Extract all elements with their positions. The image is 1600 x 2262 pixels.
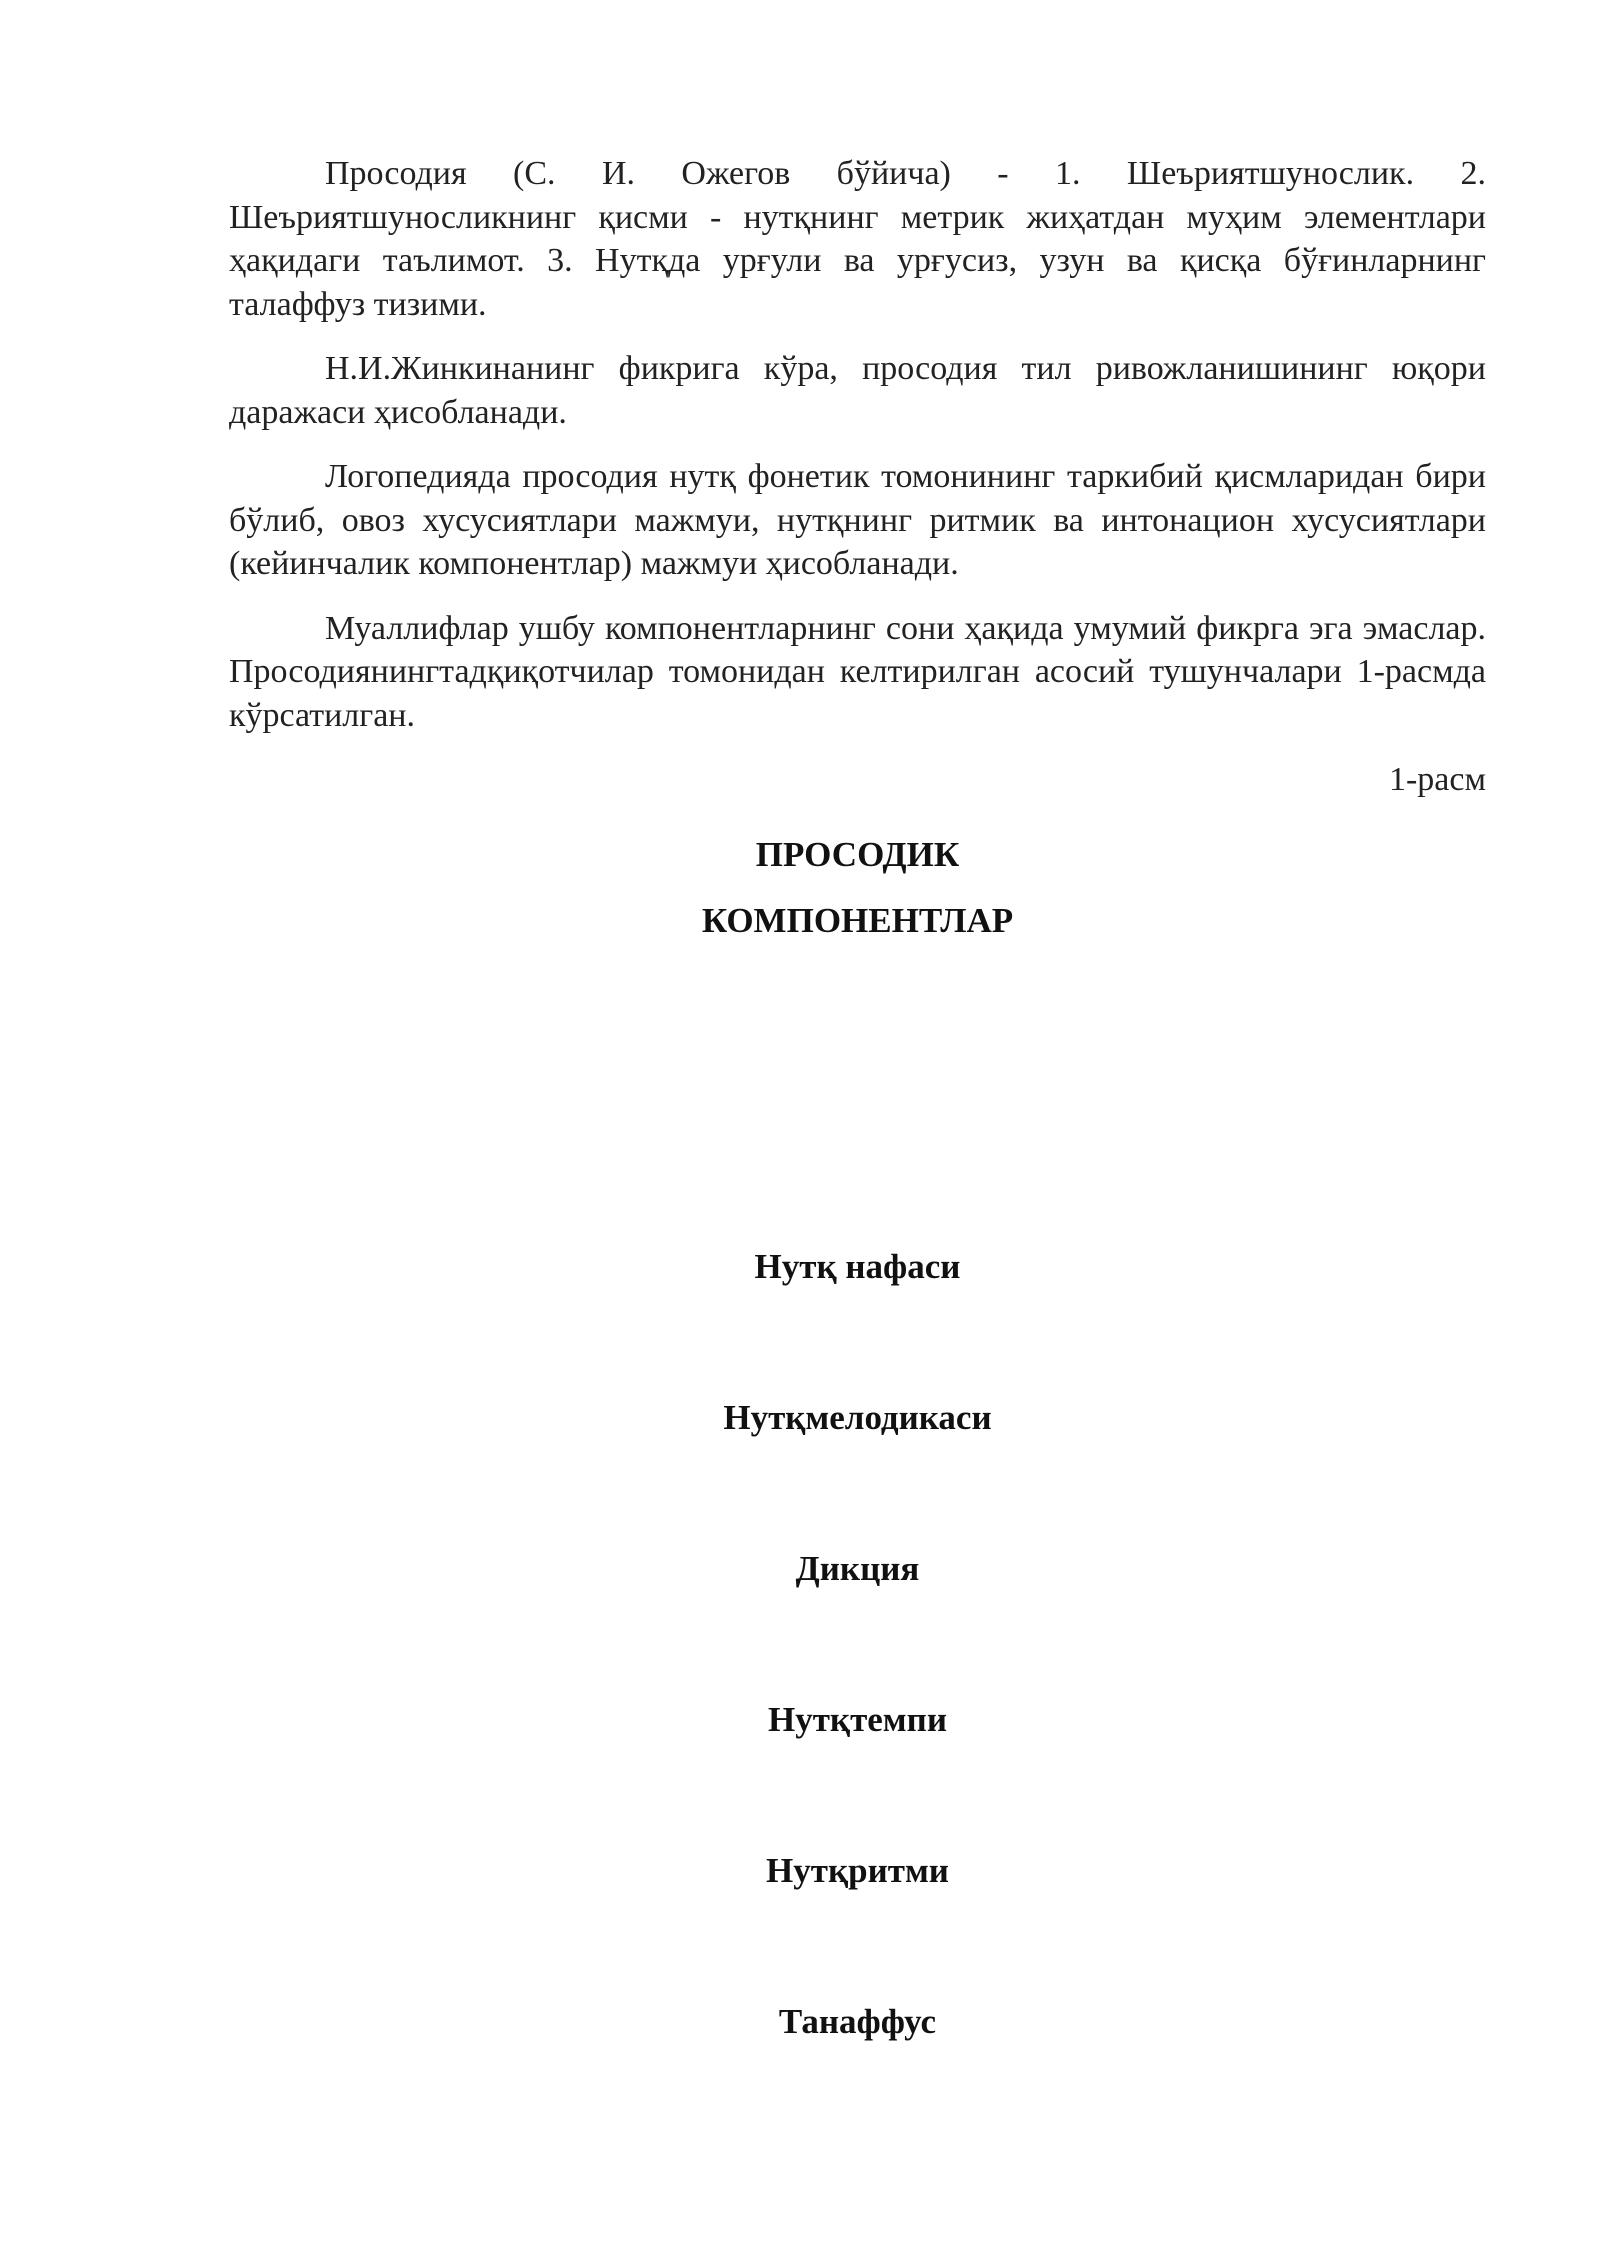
figure-heading bbox=[229, 822, 1486, 954]
paragraph-zhinkin-opinion: Н.И.Жинкинанинг фикрига кўра, просодия тил ривожланишининг юқори даражаси ҳисобланади. bbox=[229, 350, 1486, 431]
component-pause: Танаффус bbox=[778, 2002, 937, 2041]
component-speech-breathing: Нутқ нафаси bbox=[754, 1247, 961, 1286]
paragraph-prosody-definition: Просодия (С. И. Ожегов бўйича) - 1. Шеъриятшунослик. 2. Шеъриятшуносликнинг қисми - нутқнинг метрик жиҳатдан муҳим элементлари ҳақидаги таълимот. 3. Нутқда урғули ва урғусиз, узун ва қисқа бўғинларнинг талаффуз тизими. bbox=[229, 155, 1486, 323]
component-speech-tempo: Нутқтемпи bbox=[768, 1700, 947, 1739]
paragraph-authors: Муаллифлар ушбу компонентларнинг сони ҳақида умумий фикрга эга эмаслар. Просодиянингтадқиқотчилар томонидан келтирилган асосий тушунчалари 1-расмда кўрсатилган. bbox=[229, 609, 1486, 734]
component-diction: Дикция bbox=[795, 1549, 920, 1588]
figure-label: 1-расм bbox=[1388, 761, 1486, 798]
paragraph-logopedics: Логопедияда просодия нутқ фонетик томонининг таркибий қисмларидан бири бўлиб, овоз хусусиятлари мажмуи, нутқнинг ритмик ва интонацион хусусиятлари (кейинчалик компонентлар) мажмуи ҳисобланади. bbox=[229, 458, 1486, 582]
component-speech-rhythm: Нутқритми bbox=[766, 1851, 949, 1890]
heading-line-2: КОМПОНЕНТЛАР bbox=[701, 901, 1014, 940]
heading-line-1: ПРОСОДИК bbox=[755, 835, 960, 874]
prosodic-components-list bbox=[229, 1243, 1486, 2149]
component-speech-melody: Нутқмелодикаси bbox=[723, 1398, 992, 1437]
body-text bbox=[229, 152, 1486, 802]
